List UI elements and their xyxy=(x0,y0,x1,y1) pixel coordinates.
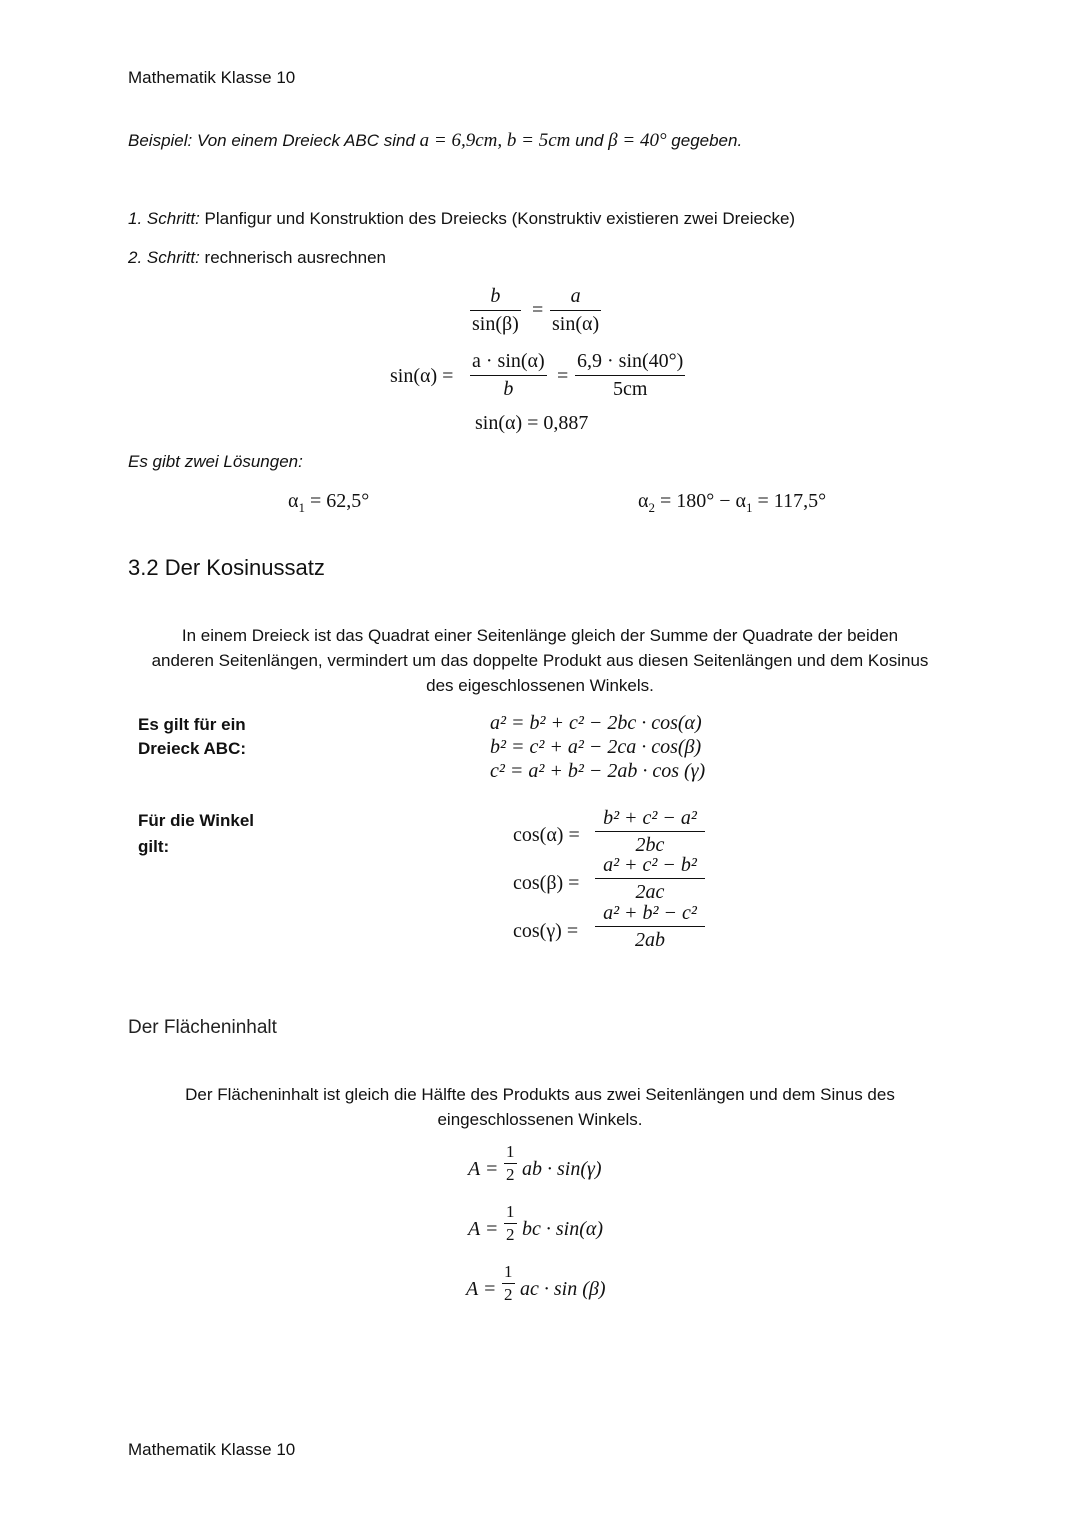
fraction-denominator: sin(α) xyxy=(552,313,600,336)
equals-sign: = xyxy=(557,365,569,387)
alpha-symbol: α xyxy=(288,490,299,512)
fraction-denominator: 2 xyxy=(506,1165,515,1185)
fraction-denominator: 2ac xyxy=(635,881,665,904)
cosine-equation-c: c² = a² + b² − 2ab · cos (γ) xyxy=(490,760,706,782)
sine-law-fraction-left xyxy=(470,285,521,336)
fraction-numerator: 1 xyxy=(504,1262,513,1281)
solution-alpha-1 xyxy=(288,490,369,516)
subscript: 1 xyxy=(746,500,753,515)
fraction-numerator: a xyxy=(570,285,581,307)
subscript: 1 xyxy=(298,500,305,515)
page-header: Mathematik Klasse 10 xyxy=(128,68,296,87)
step-2 xyxy=(128,248,386,268)
cos-gamma-fraction xyxy=(595,902,705,951)
step-1-text: Planfigur und Konstruktion des Dreiecks (Konstruktiv existieren zwei Dreiecke) xyxy=(199,209,796,228)
cos-beta-lhs: cos(β) = xyxy=(513,872,580,894)
fraction-numerator: 1 xyxy=(506,1202,515,1221)
sine-law-fraction-right xyxy=(550,285,601,336)
step-2-label: 2. Schritt: xyxy=(128,248,200,267)
sine-alpha-fraction-right xyxy=(575,350,685,401)
step-2-text: rechnerisch ausrechnen xyxy=(199,248,386,267)
label-angles: Für die Winkel gilt: xyxy=(138,811,255,856)
fraction-denominator: sin(β) xyxy=(472,313,519,336)
label-sides: Es gilt für ein Dreieck ABC: xyxy=(138,715,247,758)
fraction-denominator: 2bc xyxy=(635,834,665,857)
area-paragraph: Der Flächeninhalt ist gleich die Hälfte des Produkts aus zwei Seitenlängen und dem Sinus des eingeschlossenen Winkels. xyxy=(185,1085,895,1129)
fraction-numerator: a² + b² − c² xyxy=(603,902,697,924)
sine-result: sin(α) = 0,887 xyxy=(475,412,589,434)
fraction-denominator: b xyxy=(503,378,514,401)
area-formula-gamma: ab · sin(γ) xyxy=(522,1158,602,1180)
area-formula-alpha: bc · sin(α) xyxy=(522,1218,604,1240)
half-fraction xyxy=(504,1203,517,1244)
fraction-numerator: b xyxy=(490,285,501,307)
fraction-numerator: a² + c² − b² xyxy=(603,854,697,876)
example-und: und xyxy=(570,131,609,150)
fraction-numerator: a · sin(α) xyxy=(472,350,545,372)
solution-value: = 117,5° xyxy=(752,490,827,512)
cos-alpha-lhs: cos(α) = xyxy=(513,824,580,846)
step-1-label: 1. Schritt: xyxy=(128,209,200,228)
area-formula-beta: ac · sin (β) xyxy=(520,1278,606,1300)
cos-alpha-fraction xyxy=(595,807,705,856)
area-lhs: A = xyxy=(468,1158,499,1180)
fraction-denominator: 2ab xyxy=(635,929,665,952)
subscript: 2 xyxy=(648,500,655,515)
half-fraction xyxy=(504,1143,517,1184)
fraction-numerator: 1 xyxy=(506,1142,515,1161)
example-prefix: Beispiel: Von einem Dreieck ABC sind xyxy=(128,131,420,150)
cos-beta-fraction xyxy=(595,854,705,903)
fraction-denominator: 2 xyxy=(506,1225,515,1245)
solution-value: = 62,5° xyxy=(304,490,370,512)
solution-alpha-2 xyxy=(638,490,826,516)
step-1 xyxy=(128,209,795,229)
fraction-denominator: 2 xyxy=(504,1285,513,1305)
example-given: a = 6,9cm, b = 5cm xyxy=(419,130,571,151)
sine-alpha-fraction-left xyxy=(470,350,547,401)
fraction-denominator: 5cm xyxy=(612,378,648,401)
cosine-law-paragraph: In einem Dreieck ist das Quadrat einer Seitenlänge gleich der Summe der Quadrate der beiden anderen Seitenlängen, vermindert um das doppelte Produkt aus diesen Seitenlängen und dem Kosinus des eigeschlossenen Winkels. xyxy=(151,626,929,695)
section-heading-kosinussatz: 3.2 Der Kosinussatz xyxy=(128,555,325,580)
area-lhs: A = xyxy=(468,1218,499,1240)
solution-middle: = 180° − α xyxy=(654,490,747,512)
equals-sign: = xyxy=(532,299,544,321)
section-heading-flaecheninhalt: Der Flächeninhalt xyxy=(128,1017,277,1038)
cos-gamma-lhs: cos(γ) = xyxy=(513,920,579,942)
cosine-equation-a: a² = b² + c² − 2bc · cos(α) xyxy=(490,712,702,734)
area-lhs: A = xyxy=(466,1278,497,1300)
solutions-label: Es gibt zwei Lösungen: xyxy=(128,452,303,471)
cosine-equation-b: b² = c² + a² − 2ca · cos(β) xyxy=(490,736,702,758)
example-suffix: gegeben. xyxy=(666,131,743,150)
example-line xyxy=(128,130,742,152)
sine-alpha-lhs: sin(α) = xyxy=(390,365,454,387)
fraction-numerator: 6,9 · sin(40°) xyxy=(577,350,684,372)
fraction-numerator: b² + c² − a² xyxy=(603,807,697,829)
page-footer: Mathematik Klasse 10 xyxy=(128,1440,296,1459)
half-fraction xyxy=(502,1263,515,1304)
alpha-symbol: α xyxy=(638,490,649,512)
example-beta: β = 40° xyxy=(608,130,667,151)
